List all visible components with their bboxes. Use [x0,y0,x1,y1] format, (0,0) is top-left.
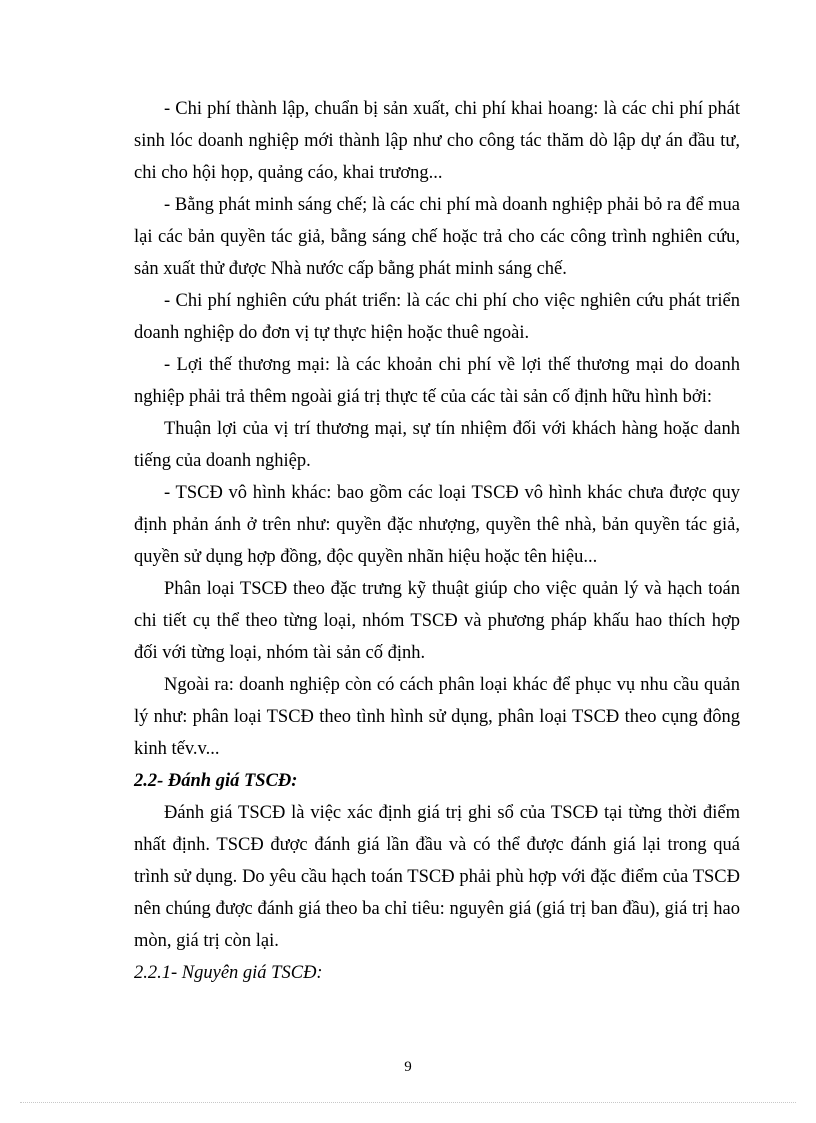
paragraph-startup-costs: - Chi phí thành lập, chuẩn bị sản xuất, chi phí khai hoang: là các chi phí phát sinh lóc doanh nghiệp mới thành lập như cho công tác thăm dò lập dự án đầu tư, chi cho hội họp, quảng cáo, khai trương... [134,99,740,183]
paragraph-patents: - Bằng phát minh sáng chế; là các chi phí mà doanh nghiệp phải bỏ ra để mua lại các bản quyền tác giả, bằng sáng chế hoặc trả cho các công trình nghiên cứu, sản xuất thử được Nhà nước cấp bằng phát minh sáng chế. [134,195,740,279]
paragraph-valuation: Đánh giá TSCĐ là việc xác định giá trị ghi sổ của TSCĐ tại từng thời điểm nhất định. TSCĐ được đánh giá lần đầu và có thể được đánh giá lại trong quá trình sử dụng. Do yêu cầu hạch toán TSCĐ phải phù hợp với đặc điểm của TSCĐ nên chúng được đánh giá theo ba chỉ tiêu: nguyên giá (giá trị ban đầu), giá trị hao mòn, giá trị còn lại. [134,803,740,951]
paragraph-goodwill-detail: Thuận lợi của vị trí thương mại, sự tín nhiệm đối với khách hàng hoặc danh tiếng của doanh nghiệp. [134,419,740,471]
paragraph-goodwill: - Lợi thế thương mại: là các khoản chi phí về lợi thế thương mại do doanh nghiệp phải trả thêm ngoài giá trị thực tế của các tài sản cố định hữu hình bởi: [134,355,740,407]
paragraph-classification: Phân loại TSCĐ theo đặc trưng kỹ thuật giúp cho việc quản lý và hạch toán chi tiết cụ thể theo từng loại, nhóm TSCĐ và phương pháp khấu hao thích hợp đối với từng loại, nhóm tài sản cố định. [134,579,740,663]
page-bottom-divider [20,1102,796,1103]
paragraph-other-intangibles: - TSCĐ vô hình khác: bao gồm các loại TSCĐ vô hình khác chưa được quy định phản ánh ở trên như: quyền đặc nhượng, quyền thê nhà, bản quyền tác giả, quyền sử dụng hợp đồng, độc quyền nhãn hiệu hoặc tên hiệu... [134,483,740,567]
section-heading-2-2: 2.2- Đánh giá TSCĐ: [134,771,298,791]
document-body [134,93,740,989]
paragraph-other-classification: Ngoài ra: doanh nghiệp còn có cách phân loại khác để phục vụ nhu cầu quản lý như: phân loại TSCĐ theo tình hình sử dụng, phân loại TSCĐ theo cụng đông kinh tếv.v... [134,675,740,759]
paragraph-research-costs: - Chi phí nghiên cứu phát triển: là các chi phí cho việc nghiên cứu phát triển doanh nghiệp do đơn vị tự thực hiện hoặc thuê ngoài. [134,291,740,343]
page-number: 9 [404,1059,412,1075]
section-heading-2-2-1: 2.2.1- Nguyên giá TSCĐ: [134,963,323,983]
